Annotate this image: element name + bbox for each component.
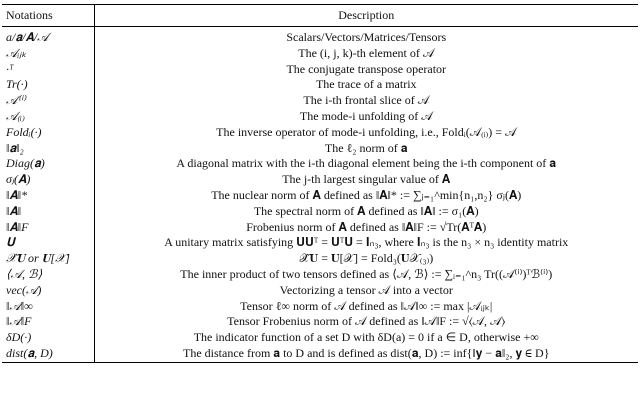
description-cell: The j-th largest singular value of 𝐀 [282, 172, 451, 187]
description-cell: Vectorizing a tensor 𝒜 into a vector [279, 282, 453, 297]
table-row [2, 27, 638, 46]
notation-cell: Diag(𝐚) [2, 156, 94, 172]
description-cell: Tensor Frobenius norm of 𝒜 defined as ‖𝒜‖F := √⟨𝒜, 𝒜⟩ [227, 314, 506, 329]
table-row [2, 93, 638, 109]
notation-cell: vec(𝒜) [2, 283, 94, 299]
notation-cell: Foldᵢ(·) [2, 125, 94, 141]
table-row [2, 299, 638, 315]
description-cell: Scalars/Vectors/Matrices/Tensors [286, 30, 447, 44]
table-row [2, 267, 638, 283]
notation-table [2, 4, 638, 363]
header-description: Description [94, 5, 638, 27]
notation-cell: ‖𝐀‖* [2, 188, 94, 204]
table-row [2, 62, 638, 78]
description-cell: The trace of a matrix [315, 77, 417, 92]
table-row [2, 125, 638, 141]
description-cell: The ℓ₂ norm of 𝐚 [324, 140, 408, 155]
table-row [2, 46, 638, 62]
description-cell: Tensor ℓ∞ norm of 𝒜 defined as ‖𝒜‖∞ := max |𝒜ᵢⱼₖ| [240, 298, 493, 313]
description-cell: The nuclear norm of 𝐀 defined as ‖𝐀‖* := ∑ⱼ₌₁^min{n₁,n₂} σⱼ(𝐀) [211, 187, 522, 202]
notation-cell: Tr(·) [2, 77, 94, 93]
table-header-row [2, 5, 638, 27]
table-row [2, 330, 638, 346]
description-cell: The inner product of two tensors defined as ⟨𝒜, ℬ⟩ := ∑ᵢ₌₁^n₃ Tr((𝒜⁽ⁱ⁾)ᵀℬ⁽ⁱ⁾) [180, 266, 553, 281]
notation-cell: a/𝐚/𝐀/𝒜 [2, 27, 94, 46]
description-cell: The mode-i unfolding of 𝒜 [299, 108, 433, 123]
notation-cell: 𝒜⁽ⁱ⁾ [2, 93, 94, 109]
notation-cell: 𝒜ᵢⱼₖ [2, 46, 94, 62]
notation-cell: ⟨𝒜, ℬ⟩ [2, 267, 94, 283]
description-cell: The indicator function of a set D with δD(a) = 0 if a ∈ D, otherwise +∞ [193, 330, 539, 345]
description-cell: The inverse operator of mode-i unfolding, i.e., Foldᵢ(𝒜₍ᵢ₎) = 𝒜 [216, 124, 517, 139]
notation-cell: ·ᵀ [2, 62, 94, 78]
table-row [2, 204, 638, 220]
table-row [2, 314, 638, 330]
notation-cell: ‖𝐀‖ [2, 204, 94, 220]
table-row [2, 141, 638, 157]
table-row [2, 77, 638, 93]
table-row [2, 220, 638, 236]
description-cell: The i-th frontal slice of 𝒜 [303, 93, 430, 108]
description-cell: A diagonal matrix with the i-th diagonal element being the i-th component of 𝐚 [176, 156, 557, 171]
description-cell: Frobenius norm of 𝐀 defined as ‖𝐀‖F := √Tr(𝐀ᵀ𝐀) [246, 219, 487, 234]
description-cell: The distance from 𝐚 to D and is defined as dist(𝐚, D) := inf{‖𝐲 − 𝐚‖₂, 𝐲 ∈ D} [94, 346, 638, 362]
table-row [2, 156, 638, 172]
table-row [2, 172, 638, 188]
notation-cell: ‖𝐀‖F [2, 220, 94, 236]
table-row [2, 188, 638, 204]
notation-cell: 𝒜₍ᵢ₎ [2, 109, 94, 125]
header-notations: Notations [2, 5, 94, 27]
table-row [2, 251, 638, 267]
description-cell: The (i, j, k)-th element of 𝒜 [298, 45, 435, 60]
table-row [2, 235, 638, 251]
description-cell: A unitary matrix satisfying 𝐔𝐔ᵀ = 𝐔ᵀ𝐔 = 𝐈ₙ₃, where 𝐈ₙ₃ is the n₃ × n₃ identity matrix [164, 235, 569, 250]
table-row [2, 346, 638, 362]
notation-cell: dist(𝐚, D) [2, 346, 94, 362]
notation-cell: σⱼ(𝐀) [2, 172, 94, 188]
notation-cell: δD(·) [2, 330, 94, 346]
description-cell: 𝒳̂𝐔 = 𝐔[𝒳] = Fold₃(𝐔𝒳₍₃₎) [299, 251, 434, 266]
table-row [2, 283, 638, 299]
table-row [2, 109, 638, 125]
notation-cell: ‖𝒜‖F [2, 314, 94, 330]
description-cell: The spectral norm of 𝐀 defined as ‖𝐀‖ := σ₁(𝐀) [253, 203, 479, 218]
notation-cell: 𝒳̂𝐔 or 𝐔[𝒳] [2, 251, 94, 267]
notation-cell: ‖𝐚‖₂ [2, 141, 94, 157]
notation-cell: ‖𝒜‖∞ [2, 299, 94, 315]
description-cell: The conjugate transpose operator [286, 61, 447, 76]
notation-cell: 𝐔 [2, 235, 94, 251]
